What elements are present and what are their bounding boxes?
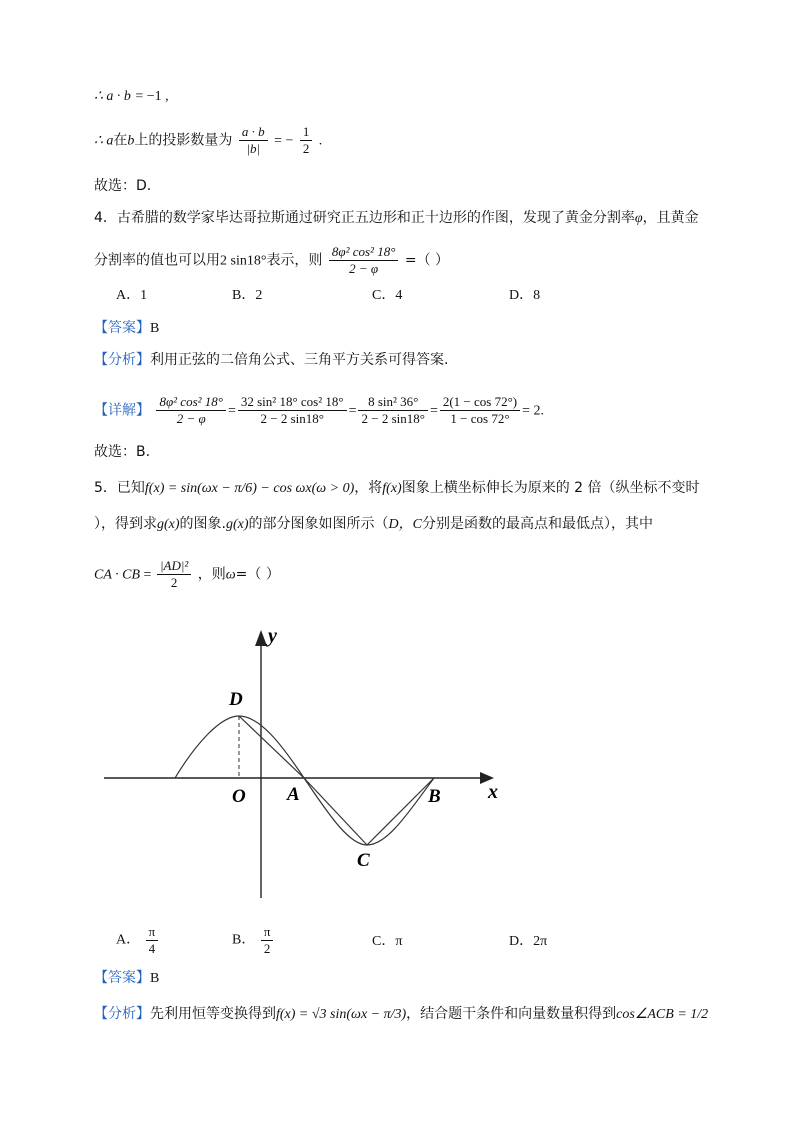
q5-option-d: D．2π xyxy=(509,934,548,949)
prev-choice: 故选：D. xyxy=(94,178,152,194)
segment-ac xyxy=(304,778,367,845)
q5-option-c: C．π xyxy=(372,934,403,949)
dot-product: a · b xyxy=(106,89,131,104)
q4-option-a: A．1 xyxy=(116,288,148,303)
segment-da xyxy=(239,716,304,778)
q4-question-fraction: $\frac{\text{8φ² cos² 18°}}{2 - \varphi}$ xyxy=(329,244,399,277)
half-fraction: $\frac{1}{2}$ xyxy=(300,124,313,157)
q4-option-b: B．2 xyxy=(232,288,263,303)
q5-option-a: A． $\frac{\pi}{4}$ xyxy=(116,924,160,957)
q5-option-b: B． $\frac{\pi}{2}$ xyxy=(232,924,275,957)
prev-line-1: ∴ a · b = −1 , xyxy=(94,89,169,104)
label-c: C xyxy=(357,850,370,871)
prev-line-2: ∴ a在b上的投影数量为 $\frac{a \cdot b}{|b|}$ = − $\frac{1}{2}$ . xyxy=(94,124,323,156)
label-d: D xyxy=(229,689,243,710)
label-b: B xyxy=(428,786,441,807)
y-axis-arrow-icon xyxy=(255,630,267,646)
label-o: O xyxy=(232,786,246,807)
g-curve xyxy=(175,716,434,845)
q5-text-line-1: 5．已知f(x) = sin(ωx − π/6) − cos ωx(ω > 0)，将f(x)图象上横坐标伸长为原来的 2 倍（纵坐标不变时 xyxy=(94,480,700,496)
q4-answer: 【答案】B xyxy=(94,320,160,336)
q4-option-c: C．4 xyxy=(372,288,403,303)
q5-answer: 【答案】B xyxy=(94,970,160,986)
q4-option-d: D．8 xyxy=(509,288,541,303)
projection-fraction: $\frac{a \cdot b}{|b|}$ xyxy=(239,124,268,157)
q4-analysis: 【分析】利用正弦的二倍角公式、三角平方关系可得答案. xyxy=(94,352,449,368)
q5-text-line-2: ），得到求g(x)的图象.g(x)的部分图象如图所示（D，C分别是函数的最高点和最低点），其中 xyxy=(94,516,653,532)
label-y: y xyxy=(268,625,277,647)
segment-cb xyxy=(367,778,434,845)
q5-analysis: 【分析】先利用恒等变换得到f(x) = √3 sin(ωx − π/3)，结合题干条件和向量数量积得到cos∠ACB = 1/2 xyxy=(94,1006,709,1022)
label-x: x xyxy=(488,781,498,803)
q4-text-line-2: 分割率的值也可以用2 sin18°表示，则 $\frac{\text{8φ² cos² 18°}}{2 - \varphi}$ =（ ） xyxy=(94,244,450,276)
q4-text-line-1: 4．古希腊的数学家毕达哥拉斯通过研究正五边形和正十边形的作图，发现了黄金分割率φ，且黄金 xyxy=(94,210,699,226)
label-a: A xyxy=(287,784,300,805)
q4-choice: 故选：B. xyxy=(94,444,151,460)
q4-detail: 【详解】 $\frac{\text{8φ² cos² 18°}}{2 - \varphi}$ = $\frac{\text{32 sin² 18° cos² 18°}}{2 - 2 \sin 18^\circ}$ = $\frac{\text{8 sin² 36°}}{2 - 2 \sin 18^\circ}$ = $\frac{2(1 - \cos 72^\circ)}{1 - \cos 72^\circ}$ = 2. xyxy=(94,394,545,426)
q5-text-line-3: CA · CB = $\frac{\text{|AD|²}}{2}$ ，则ω=（ ） xyxy=(94,558,280,590)
